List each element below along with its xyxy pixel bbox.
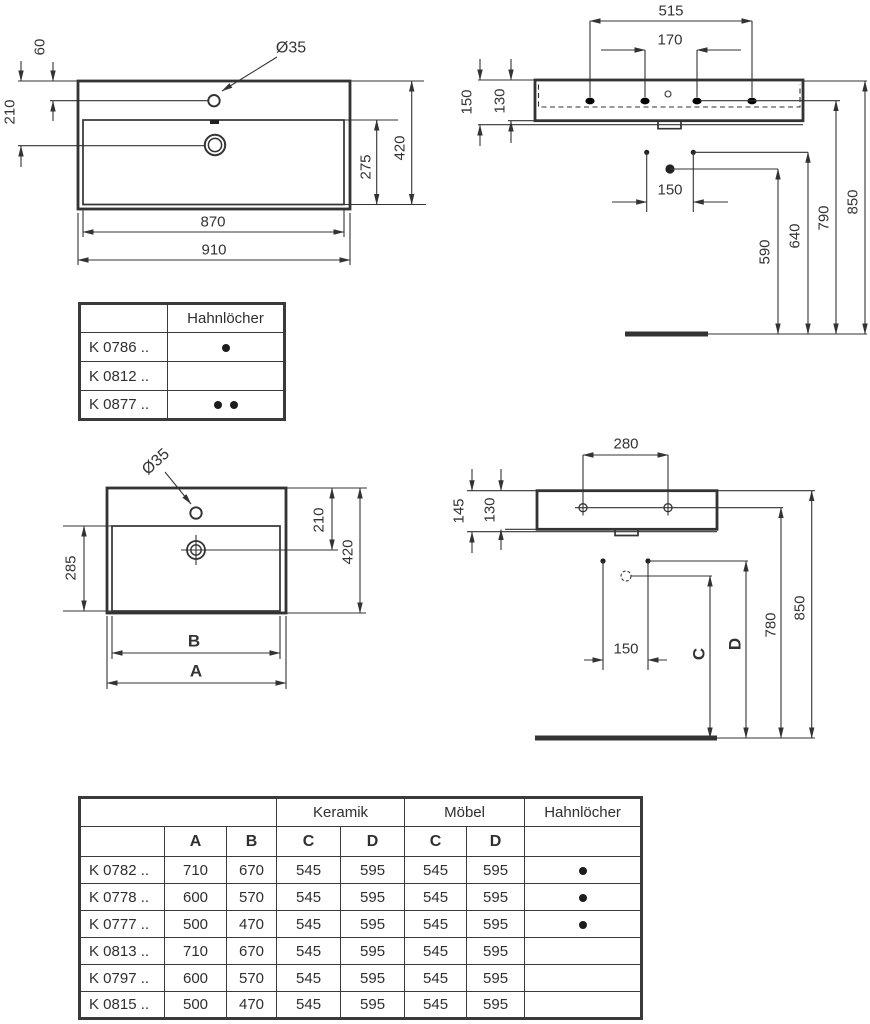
basin-inner-outline	[83, 120, 344, 205]
fixing-hole	[585, 98, 594, 105]
spec-table-holes-cell	[525, 857, 642, 884]
spec-table-value-cell: 545	[405, 884, 467, 911]
spec-table-value-cell: 470	[227, 992, 277, 1019]
spec-table-col-keramik-c: C	[277, 827, 341, 857]
spec-table-col-moebel-c: C	[405, 827, 467, 857]
dim-width-label: A	[189, 661, 203, 681]
spec-table-value-cell: 570	[227, 965, 277, 992]
hole-table-row	[80, 362, 285, 391]
spec-table-value-cell: 595	[341, 884, 405, 911]
overflow-slot	[210, 120, 219, 124]
spec-table-value-cell: 710	[165, 938, 227, 965]
spec-table-model-cell: K 0777 ..	[80, 911, 165, 938]
hole-table-holes-cell	[168, 362, 285, 391]
overflow-hole	[665, 91, 671, 97]
spec-table-value-cell: 670	[227, 857, 277, 884]
tap-hole	[208, 95, 219, 106]
spec-table-value-cell: 545	[405, 965, 467, 992]
tap-hole-dot	[579, 894, 587, 902]
spec-table-row	[80, 884, 642, 911]
dim-fixing-height-label: 640	[786, 223, 804, 249]
dim-hole-span-label: 280	[613, 435, 639, 453]
tap-hole	[190, 507, 201, 518]
dim-hole-span-inner-label: 170	[657, 31, 683, 49]
spec-table-col-b: B	[227, 827, 277, 857]
dim-depth-label: 420	[339, 539, 357, 565]
spec-table-holes-cell	[525, 884, 642, 911]
dim-rim-height-label: 850	[844, 189, 862, 215]
spec-table-value-cell: 545	[405, 911, 467, 938]
spec-table-value-cell: 545	[277, 992, 341, 1019]
dim-trap-offset-label: 150	[657, 181, 683, 199]
spec-table-empty-header	[80, 798, 277, 827]
spec-table-value-cell: 595	[341, 857, 405, 884]
spec-table-value-cell: 600	[165, 884, 227, 911]
spec-table-row	[80, 992, 642, 1019]
spec-table-value-cell: 595	[467, 938, 525, 965]
side-view-small	[451, 436, 816, 739]
spec-table-holes-header	[525, 827, 642, 857]
hole-table-holes-cell	[168, 333, 285, 362]
hole-table-model-cell: K 0812 ..	[80, 362, 168, 391]
spec-table-value-cell: 710	[165, 857, 227, 884]
outlet-circle	[621, 571, 631, 581]
hole-table-row	[80, 333, 285, 362]
spec-table-row	[80, 965, 642, 992]
dim-drain-offset-label: 210	[310, 507, 328, 533]
spec-table-value-cell: 670	[227, 938, 277, 965]
dim-inner-depth-label: 285	[62, 555, 80, 581]
spec-table-value-cell: 595	[467, 857, 525, 884]
dim-fixing-height-label: 780	[762, 612, 780, 638]
spec-table-value-cell: 545	[277, 965, 341, 992]
hole-table-empty-header	[80, 304, 168, 333]
spec-table-value-cell: 595	[341, 965, 405, 992]
hole-table-holes-cell	[168, 391, 285, 420]
spec-table-value-cell: 500	[165, 992, 227, 1019]
spec-table-holes-cell	[525, 911, 642, 938]
drain-inner	[208, 138, 221, 151]
basin-side-outline	[537, 491, 717, 530]
spec-table-value-cell: 545	[405, 992, 467, 1019]
dim-hole-dia-label: Ø35	[139, 445, 173, 479]
hole-table-model-cell: K 0877 ..	[80, 391, 168, 420]
spec-table-value-cell: 595	[467, 884, 525, 911]
dim-hole-offset-label: 60	[31, 38, 49, 56]
spec-table-column-header-row	[80, 827, 642, 857]
spec-table	[78, 796, 643, 1020]
spec-table-value-cell: 545	[405, 938, 467, 965]
tap-hole-dot	[230, 401, 238, 409]
dim-depth-label: 420	[391, 135, 409, 161]
spec-table-model-cell: K 0813 ..	[80, 938, 165, 965]
tap-hole-dot	[214, 401, 222, 409]
spec-table-value-cell: 595	[341, 938, 405, 965]
dim-trap-offset-label: 150	[613, 640, 639, 658]
dim-back-height-label: 130	[491, 88, 509, 114]
fixing-hole	[640, 98, 649, 105]
spec-table-group-header-row	[80, 798, 642, 827]
dim-trap-height-label: 590	[756, 239, 774, 265]
hole-table	[78, 302, 286, 421]
spec-table-row	[80, 911, 642, 938]
hole-table-row	[80, 391, 285, 420]
spec-table-value-cell: 545	[277, 938, 341, 965]
spec-table-holes-cell	[525, 965, 642, 992]
spec-table-model-cell: K 0778 ..	[80, 884, 165, 911]
spec-table-value-cell: 595	[467, 965, 525, 992]
spec-table-value-cell: 470	[227, 911, 277, 938]
dim-drain-offset-label: 210	[1, 99, 19, 125]
dim-front-height-label: 150	[458, 89, 476, 115]
spec-table-group-keramik: Keramik	[277, 798, 405, 827]
dim-c-label: C	[689, 647, 709, 661]
side-view-large	[459, 3, 868, 335]
dim-back-height-label: 130	[481, 497, 499, 523]
spec-table-group-moebel: Möbel	[405, 798, 525, 827]
tap-hole-dot	[579, 921, 587, 929]
spec-table-value-cell: 595	[341, 911, 405, 938]
spec-table-row	[80, 938, 642, 965]
spec-table-col-moebel-d: D	[467, 827, 525, 857]
dim-inner-width-label: B	[187, 631, 201, 651]
dim-front-height-label: 145	[450, 498, 468, 524]
spec-table-value-cell: 545	[277, 884, 341, 911]
dim-hole-span-outer-label: 515	[658, 2, 684, 20]
spec-table-body	[80, 857, 642, 1019]
spec-table-group-hahnloecher: Hahnlöcher	[525, 798, 642, 827]
front-view-small	[63, 445, 368, 689]
dim-width-label: 910	[201, 241, 227, 259]
spec-table-col-a: A	[165, 827, 227, 857]
spec-table-holes-cell	[525, 938, 642, 965]
dim-inner-depth-label: 275	[357, 154, 375, 180]
dim-hole-dia-label: Ø35	[275, 39, 307, 57]
spec-table-value-cell: 595	[467, 911, 525, 938]
spec-table-value-cell: 595	[341, 992, 405, 1019]
spec-table-value-cell: 545	[277, 857, 341, 884]
tap-hole-dot	[222, 344, 230, 352]
basin-hidden-contour	[539, 85, 801, 108]
spec-table-model-cell: K 0797 ..	[80, 965, 165, 992]
spec-table-model-header	[80, 827, 165, 857]
spec-table-col-keramik-d: D	[341, 827, 405, 857]
dim-hole-height-label: 790	[815, 205, 833, 231]
spec-table-model-cell: K 0782 ..	[80, 857, 165, 884]
hole-table-body	[80, 333, 285, 420]
dim-rim-height-label: 850	[791, 595, 809, 621]
hole-table-col-header: Hahnlöcher	[168, 304, 285, 333]
spec-table-holes-cell	[525, 992, 642, 1019]
spec-table-model-cell: K 0815 ..	[80, 992, 165, 1019]
spec-table-value-cell: 570	[227, 884, 277, 911]
spec-table-value-cell: 545	[277, 911, 341, 938]
spec-table-value-cell: 500	[165, 911, 227, 938]
spec-table-value-cell: 545	[405, 857, 467, 884]
tap-hole-dot	[579, 867, 587, 875]
hole-table-header-row	[80, 304, 285, 333]
hole-table-model-cell: K 0786 ..	[80, 333, 168, 362]
dim-inner-width-label: 870	[200, 213, 226, 231]
spec-table-row	[80, 857, 642, 884]
spec-table-value-cell: 600	[165, 965, 227, 992]
front-view-large	[2, 39, 427, 265]
spec-table-value-cell: 595	[467, 992, 525, 1019]
dim-d-label: D	[725, 637, 745, 651]
